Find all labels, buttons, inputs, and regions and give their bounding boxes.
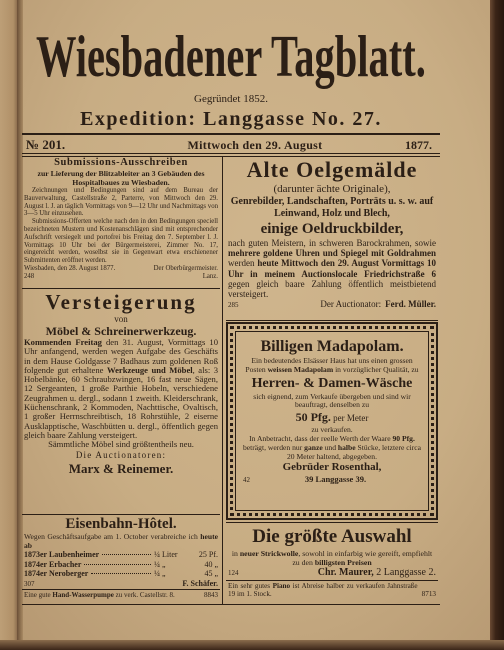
paintings-body <box>228 238 436 299</box>
auctioneers-name: Marx & Reinemer. <box>68 460 174 476</box>
pump-text-pre: Eine gute <box>24 591 53 599</box>
dot-leader <box>84 564 151 565</box>
ad-code: 285 <box>228 301 239 310</box>
piano-text-1: Ein sehr gutes <box>228 582 273 590</box>
hotel-ad <box>22 516 220 588</box>
masthead-rule <box>22 133 440 135</box>
auction-subject: Möbel & Schreinerwerkzeug. <box>45 324 197 338</box>
submission-ad <box>22 157 220 287</box>
submission-signoff <box>24 265 218 273</box>
hotel-footer <box>24 579 218 589</box>
auction-body-part-2: , als: 3 Hobelbänke, 60 Schraubzwingen, 16 fast neue Sägen, 12 Sergeanten, 1 große Parthie Hobeln, verschiedene Zeugrahmen u. dergl., sodann 1 zweith. Kleiderschrank, Küchenschrank, 2 Kommoden, Nachttische, Ovaltisch, 1 großer Herrnschreibtisch, 18 Rohrstühle, 2 eiserne Ausklapptische, Waschbütten u. dergl., öffentlich gegen gleich baare Zahlung versteigert. <box>24 364 218 440</box>
hotel-intro-bold: heute ab <box>24 532 218 550</box>
auctioneer-label: Der Auctionator: <box>320 299 382 310</box>
ad-code: 8713 <box>421 590 436 599</box>
paintings-bold-2: heute Mittwoch den 29. August Vormittags 10 Uhr in meinem Auctionslocale Friedrichstraße 6 <box>228 258 436 279</box>
auction-von: von <box>114 314 128 324</box>
wine-measure: ¼ „ <box>154 559 166 569</box>
wine-name: 1874er Erbacher <box>24 559 82 569</box>
wine-row <box>24 560 218 570</box>
wool-firm: Chr. Maurer, <box>317 567 374 578</box>
wine-row <box>24 550 218 560</box>
madapolam-text-4d: Stücke, letztere circa 20 Meter haltend, abgegeben. <box>286 442 421 461</box>
ad-code: 8843 <box>204 591 218 599</box>
madapolam-text-4b: beträgt, werden nur <box>243 442 305 452</box>
dot-leader <box>102 554 151 555</box>
ad-separator <box>226 320 438 321</box>
wool-firm-line <box>318 567 436 579</box>
wine-name: 1873er Laubenheimer <box>24 550 100 559</box>
hotel-heading: Eisenbahn-Hôtel. <box>65 516 177 532</box>
madapolam-address: 39 Langgasse 39. <box>304 474 367 485</box>
madapolam-bold-3: ganze <box>304 442 323 452</box>
madapolam-text-4 <box>243 435 421 461</box>
madapolam-heading-2: Herren- & Damen-Wäsche <box>251 375 413 391</box>
madapolam-text-3: zu verkaufen. <box>311 425 353 435</box>
ad-separator <box>22 514 220 515</box>
submission-paragraph-1: Zeichnungen und Bedingungen sind auf dem Bureau der Bauverwaltung, Castellstraße 2, Parterre, von Mittwoch den 29. August l. J. an täglich Vormittags von 9—12 Uhr und Nachmittags von 3—5 Uhr einzusehen. <box>24 187 218 218</box>
pump-text-bold: Hand-Wasserpumpe <box>52 591 114 599</box>
auctioneer-name: Ferd. Müller. <box>385 299 436 310</box>
auctioneers-label: Die Auctionatoren: <box>75 449 167 460</box>
founded-line: Gegründet 1852. <box>194 93 268 105</box>
right-page-edge <box>490 0 504 650</box>
expedition-line: Expedition: Langgasse No. 27. <box>80 108 382 130</box>
submission-office: Der Oberbürgermeister. <box>153 264 218 272</box>
submission-heading: Submissions-Ausschreiben <box>54 157 188 168</box>
ornamental-border <box>230 326 434 516</box>
pump-ad <box>22 591 220 603</box>
wool-bold-1: neuer Strickwolle <box>239 549 299 558</box>
madapolam-bold-2: 90 Pfg. <box>392 433 415 443</box>
hotel-signature: F. Schäfer. <box>182 578 218 588</box>
issue-year: 1877. <box>405 138 432 152</box>
wool-address: 2 Langgasse 2. <box>373 567 436 578</box>
pump-text <box>24 591 175 600</box>
submission-footer <box>24 273 218 281</box>
column-divider <box>222 157 223 604</box>
wine-price: 25 Pf. <box>198 550 218 559</box>
newspaper-title: Wiesbadener Tagblatt. <box>36 23 426 90</box>
wine-price: 45 „ <box>204 569 218 578</box>
submission-subject: zur Lieferung der Blitzableiter an 3 Gebäuden des Hospitalbaues zu Wiesbaden. <box>37 169 205 187</box>
price-value: 50 Pfg. <box>295 410 331 425</box>
wine-price: 40 „ <box>204 559 218 569</box>
madapolam-ad-frame <box>226 322 438 520</box>
wool-ad <box>226 525 438 579</box>
auction-emphasis: Werkzeuge und Möbel <box>106 364 193 375</box>
hotel-intro <box>24 533 218 550</box>
dot-leader <box>91 573 151 574</box>
ad-code: 42 <box>243 476 250 485</box>
piano-text <box>228 582 418 599</box>
madapolam-price <box>243 410 421 426</box>
paintings-bold-1: mehrere goldene Uhren und Spiegel mit Goldrahmen <box>228 248 436 259</box>
piano-bold: Piano <box>272 582 291 590</box>
wine-name: 1874er Neroberger <box>24 569 89 578</box>
paintings-footer <box>228 299 436 310</box>
bottom-rule <box>22 604 440 605</box>
pump-line <box>24 591 218 600</box>
ad-code: 248 <box>24 272 35 280</box>
madapolam-ad <box>235 331 429 511</box>
paintings-genres: Genrebilder, Landschaften, Porträts u. s. w. auf Leinwand, Holz und Blech, <box>230 196 434 219</box>
madapolam-text-2: sich eignend, zum Verkaufe übergeben und sind wir beauftragt, denselben zu <box>253 391 411 410</box>
ad-separator <box>22 288 220 289</box>
piano-line <box>228 582 436 599</box>
madapolam-heading: Billigen Madapolam. <box>260 338 404 355</box>
madapolam-text-4a: In Anbetracht, dass der reelle Werth der Waare <box>249 433 393 443</box>
wool-bold-2: billigsten Preisen <box>314 558 372 567</box>
hotel-intro-text: Wegen Geschäftsaufgabe am 1. October verabreiche ich <box>24 532 201 541</box>
submission-paragraph-2: Submissions-Offerten welche nach den in den Bedingungen speciell bezeichneten Mustern und Kostenanschlägen sind mit entsprechender Aufschrift versiegelt und portofrei bis Freitag den 7. September l. J. Vormittags 10 Uhr bei der Bürgermeisterei, Zimmer No. 17, eingereicht werden, woselbst sie in Gegenwart etwa erschienener Submittenten eröffnet werden. <box>24 218 218 265</box>
madapolam-bold-1: weissen Madapolam <box>267 364 334 374</box>
auction-body <box>24 338 218 440</box>
wine-measure: ¼ „ <box>154 569 166 578</box>
paintings-subheading: (darunter ächte Originale), <box>273 183 391 195</box>
paintings-ad <box>226 157 438 319</box>
auction-body-part-1: den 31. August, Vormittags 10 Uhr anfangend, werden wegen Aufgabe des Geschäfts in dem Hause Goldgasse 7 Badhaus zum goldenen Roß folgende gut erhaltene <box>24 337 218 375</box>
paintings-text-3: gegen gleich baare Zahlung öffentlich meistbietend versteigert. <box>228 278 436 300</box>
madapolam-text-1a: Ein bedeutendes Elsässer Haus hat uns einen grossen Posten <box>245 356 413 374</box>
ad-code: 124 <box>228 569 239 577</box>
price-unit: per Meter <box>330 413 369 424</box>
ad-code: 307 <box>24 579 35 588</box>
auction-note: Sämmtliche Möbel sind größtentheils neu. <box>48 439 194 450</box>
auction-ad <box>22 290 220 513</box>
wine-row <box>24 569 218 579</box>
auction-heading: Versteigerung <box>45 290 197 314</box>
pump-text-post: zu verk. Castellstr. 8. <box>113 591 175 599</box>
paintings-text-2: werden <box>228 258 258 269</box>
wool-text-2: , sowohl in einfarbig wie gereift, empfiehlt zu den <box>292 549 433 567</box>
paintings-signoff <box>320 299 436 310</box>
madapolam-text-1b: in vorzüglicher Qualität, zu <box>333 364 419 374</box>
wool-heading: Die größte Auswahl <box>252 526 412 547</box>
wool-body <box>228 549 436 567</box>
wool-text-1: in <box>231 549 240 558</box>
paintings-heading: Alte Oelgemälde <box>246 157 418 182</box>
ad-separator <box>22 589 220 590</box>
piano-text-2: ist Abreise halber zu verkaufen Jahnstraße 19 im 1. Stock. <box>228 582 418 599</box>
ad-separator <box>226 522 438 523</box>
wine-measure: ¼ Liter <box>154 550 178 559</box>
madapolam-footer <box>243 474 421 485</box>
madapolam-text-4c: und <box>322 442 338 452</box>
masthead <box>22 20 440 94</box>
madapolam-text-1 <box>243 357 421 375</box>
wool-footer <box>228 567 436 579</box>
issue-date: Mittwoch den 29. August <box>187 138 323 152</box>
piano-ad <box>226 582 438 602</box>
paintings-text-1: nach guten Meistern, in schweren Barockrahmen, sowie <box>228 238 436 248</box>
bottom-page-edge <box>0 640 504 650</box>
madapolam-firm: Gebrüder Rosenthal, <box>282 461 382 474</box>
ad-separator <box>226 580 438 581</box>
auction-lead: Kommenden Freitag <box>24 337 102 347</box>
submission-place-date: Wiesbaden, den 28. August 1877. <box>24 264 116 272</box>
issue-number: № 201. <box>26 137 66 152</box>
submission-signature: Lanz. <box>202 272 218 280</box>
paintings-heading-2: einige Oeldruckbilder, <box>260 221 404 237</box>
madapolam-bold-4: halbe <box>337 442 356 452</box>
